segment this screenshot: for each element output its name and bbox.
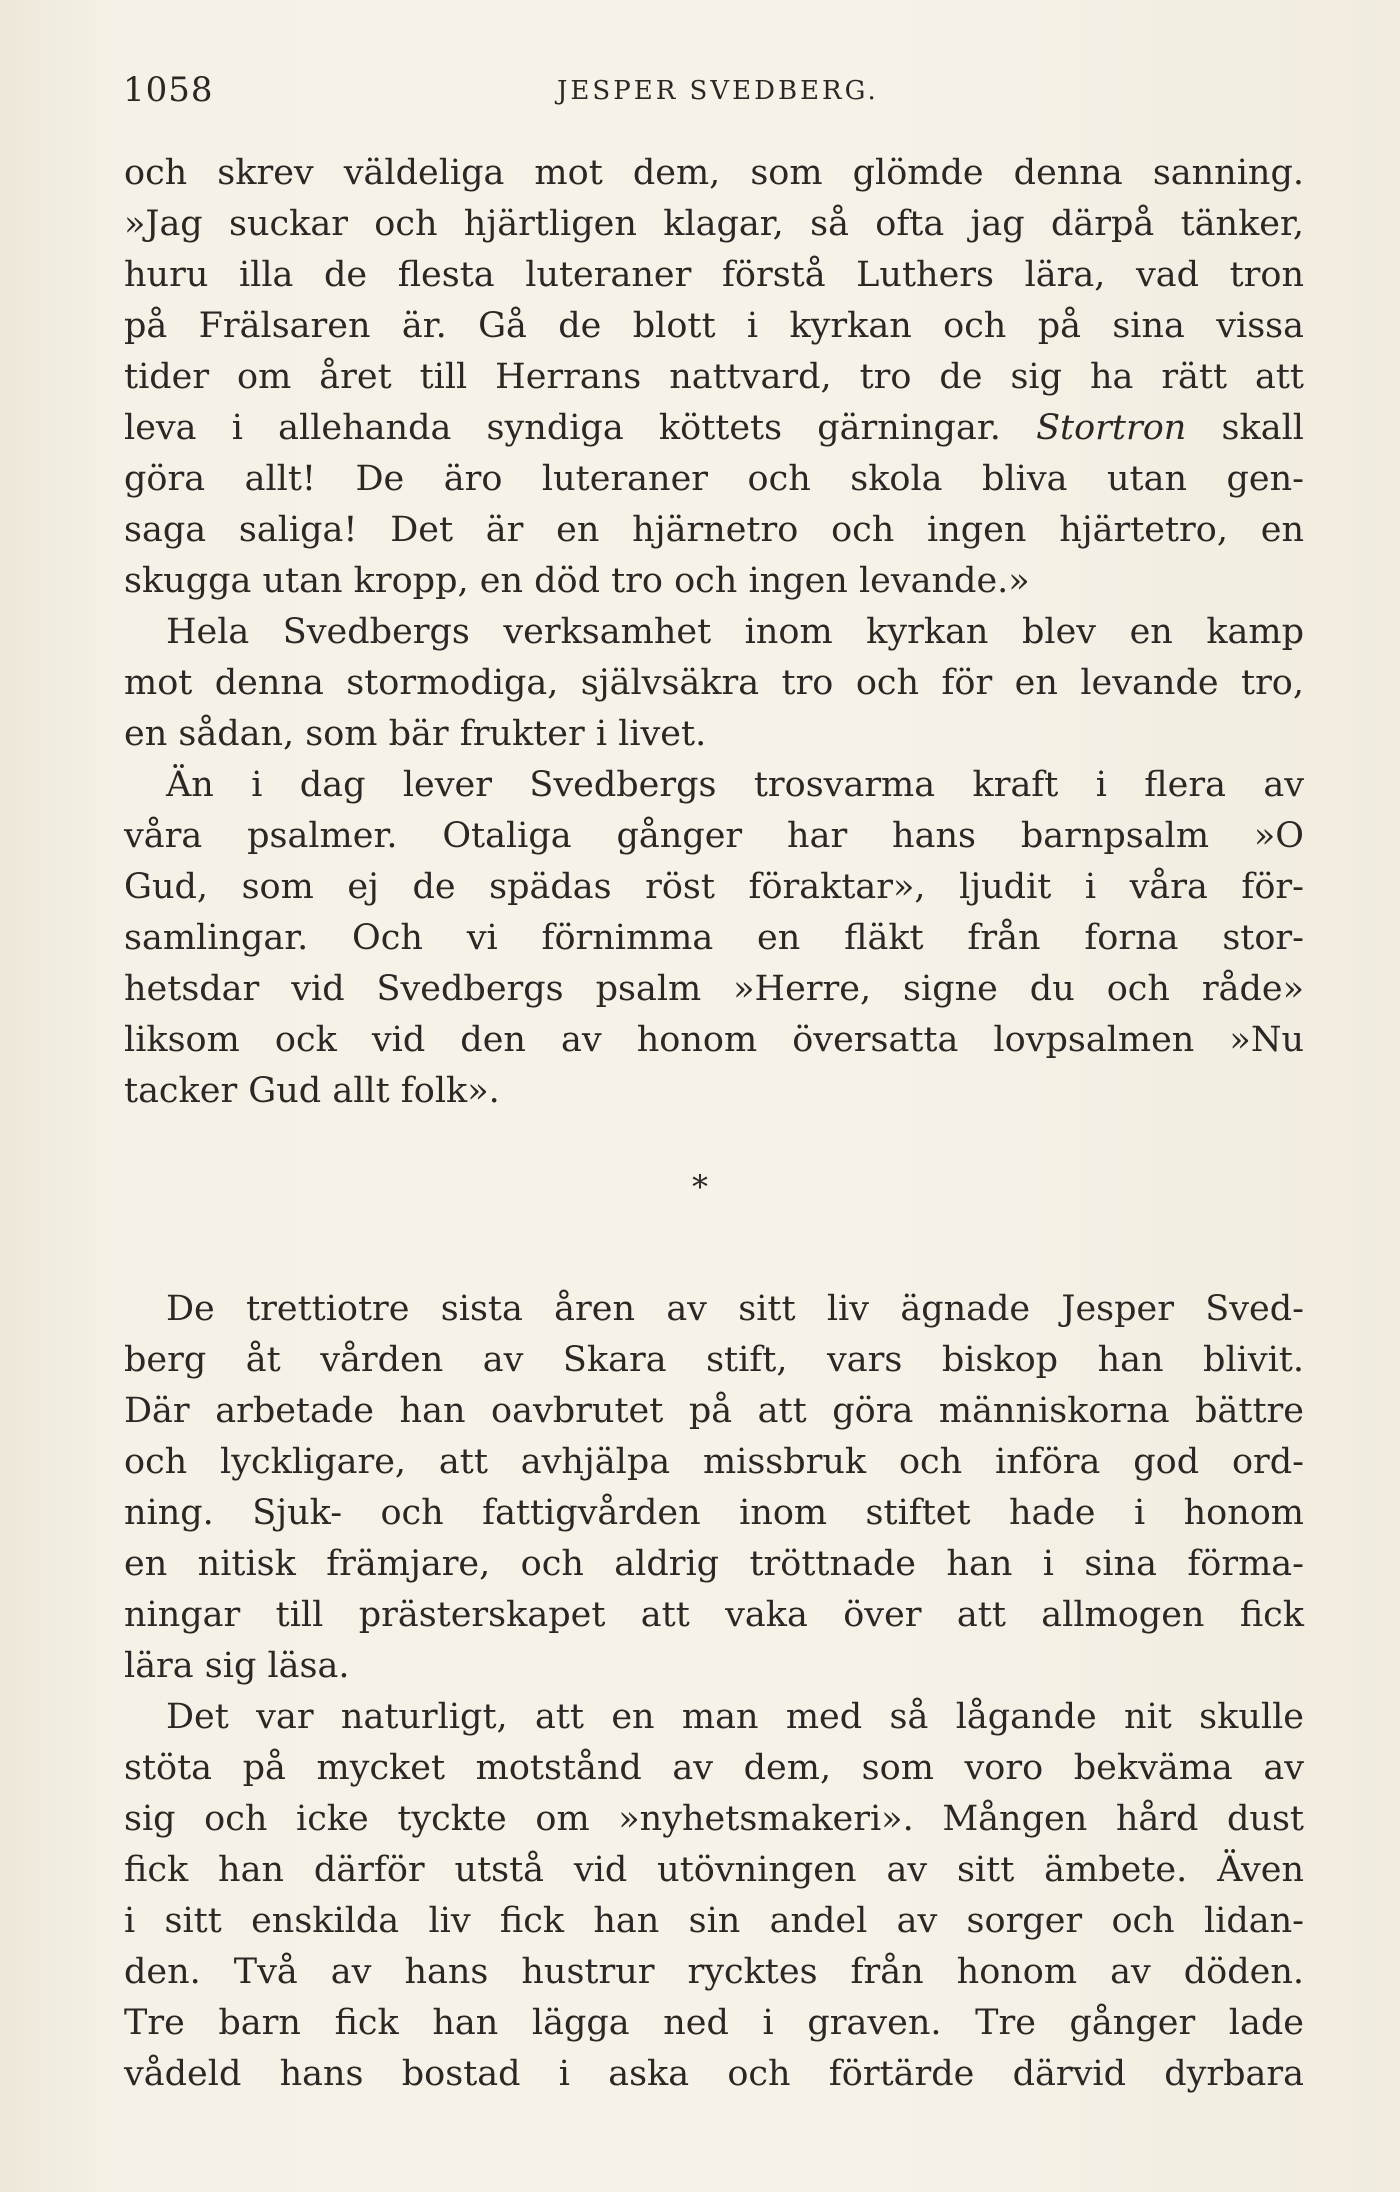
text-line: lära sig läsa. <box>124 1646 350 1686</box>
italic-word: Stortron <box>1036 408 1187 448</box>
text-line: sig och icke tyckte om »nyhetsmakeri». Mången hård dust <box>124 1799 1304 1839</box>
text-line: och lyckligare, att avhjälpa missbruk och införa god ord- <box>124 1442 1304 1482</box>
body-text-top <box>124 148 1304 1117</box>
text-line: Det var naturligt, att en man med så lågande nit skulle <box>166 1697 1304 1737</box>
text-line: mot denna stormodiga, självsäkra tro och för en levande tro, <box>124 663 1304 703</box>
section-asterism: * <box>692 1168 708 1206</box>
text-fragment: skall <box>1221 408 1304 448</box>
running-title: JESPER SVEDBERG. <box>557 76 879 106</box>
text-line: tacker Gud allt folk». <box>124 1071 500 1111</box>
text-line: skugga utan kropp, en död tro och ingen levande.» <box>124 561 1030 601</box>
text-line: Än i dag lever Svedbergs trosvarma kraft i flera av <box>166 765 1304 805</box>
text-line: tider om året till Herrans nattvard, tro de sig ha rätt att <box>124 357 1304 397</box>
text-line: samlingar. Och vi förnimma en fläkt från forna stor- <box>124 918 1304 958</box>
text-line: »Jag suckar och hjärtligen klagar, så ofta jag därpå tänker, <box>124 204 1304 244</box>
text-line: våra psalmer. Otaliga gånger har hans barnpsalm »O <box>124 816 1304 856</box>
text-line: på Frälsaren är. Gå de blott i kyrkan och på sina vissa <box>124 306 1304 346</box>
text-line: en sådan, som bär frukter i livet. <box>124 714 707 754</box>
text-line: ning. Sjuk- och fattigvården inom stiftet hade i honom <box>124 1493 1304 1533</box>
text-line: göra allt! De äro luteraner och skola bliva utan gen- <box>124 459 1304 499</box>
text-line: i sitt enskilda liv fick han sin andel av sorger och lidan- <box>124 1901 1304 1941</box>
text-line: Gud, som ej de spädas röst föraktar», ljudit i våra för- <box>124 867 1304 907</box>
text-fragment: leva i allehanda syndiga köttets gärningar. <box>124 408 1001 448</box>
text-line: och skrev väldeliga mot dem, som glömde denna sanning. <box>124 153 1304 193</box>
text-line: Tre barn fick han lägga ned i graven. Tre gånger lade <box>124 2003 1304 2043</box>
text-line: Där arbetade han oavbrutet på att göra människorna bättre <box>124 1391 1304 1431</box>
text-line: hetsdar vid Svedbergs psalm »Herre, signe du och råde» <box>124 969 1304 1009</box>
text-line: ningar till prästerskapet att vaka över att allmogen fick <box>124 1595 1304 1635</box>
body-text-bottom <box>124 1284 1304 2100</box>
text-line: Hela Svedbergs verksamhet inom kyrkan blev en kamp <box>166 612 1304 652</box>
page-number: 1058 <box>123 70 214 110</box>
text-line: fick han därför utstå vid utövningen av sitt ämbete. Även <box>124 1850 1304 1890</box>
text-line: liksom ock vid den av honom översatta lovpsalmen »Nu <box>124 1020 1304 1060</box>
text-line: berg åt vården av Skara stift, vars biskop han blivit. <box>124 1340 1304 1380</box>
text-line: stöta på mycket motstånd av dem, som voro bekväma av <box>124 1748 1304 1788</box>
text-line: vådeld hans bostad i aska och förtärde därvid dyrbara <box>124 2054 1304 2094</box>
text-line: huru illa de flesta luteraner förstå Luthers lära, vad tron <box>124 255 1304 295</box>
text-line-with-italic <box>124 403 1304 454</box>
text-line: saga saliga! Det är en hjärnetro och ingen hjärtetro, en <box>124 510 1304 550</box>
text-line: den. Två av hans hustrur rycktes från honom av döden. <box>124 1952 1304 1992</box>
text-line: en nitisk främjare, och aldrig tröttnade han i sina förma- <box>124 1544 1304 1584</box>
running-head <box>123 70 1303 130</box>
text-line: De trettiotre sista åren av sitt liv ägnade Jesper Sved- <box>166 1289 1304 1329</box>
